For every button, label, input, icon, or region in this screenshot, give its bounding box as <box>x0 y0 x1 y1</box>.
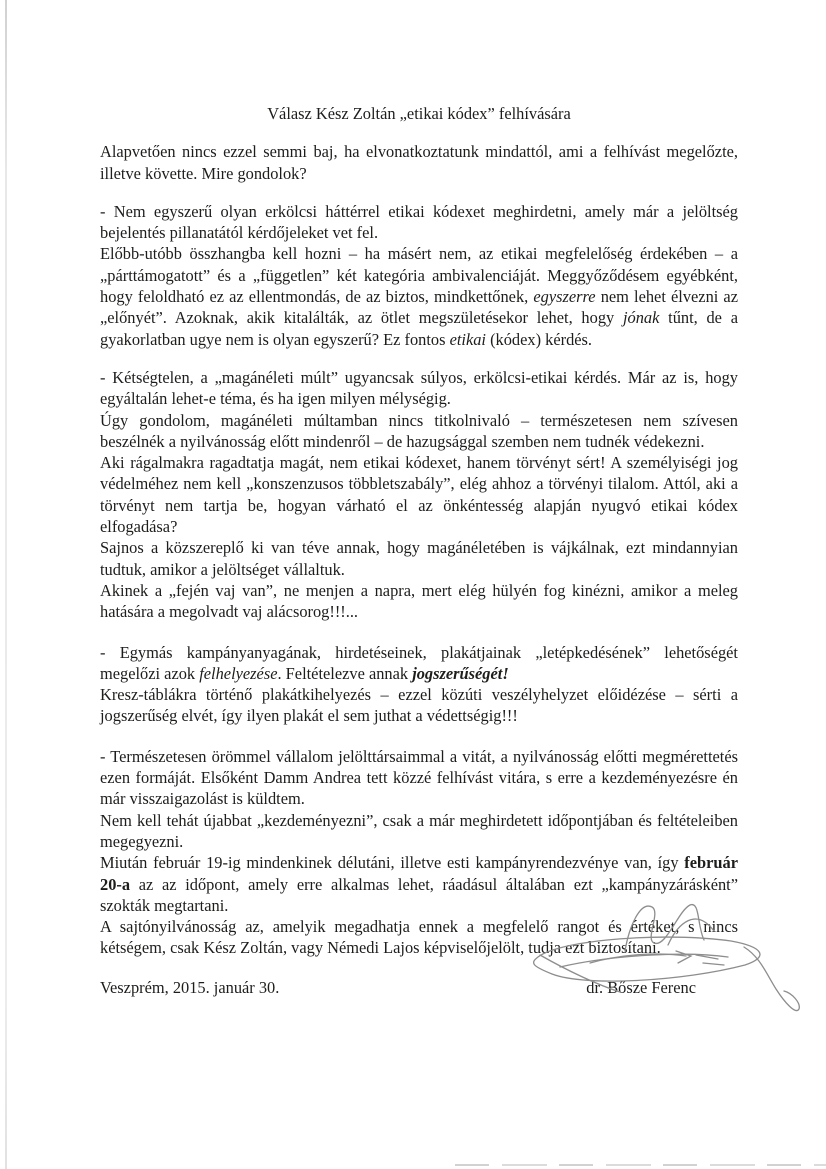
text-run: (kódex) kérdés. <box>485 329 593 349</box>
text-run: - Kétségtelen, a „magánéleti múlt” ugyancsak súlyos, erkölcsi-etikai kérdés. Már az is, hogy egyáltalán lehet-e téma, és ha igen milyen mélységig. <box>100 367 738 409</box>
text-run: Miután február 19-ig mindenkinek délutáni, illetve esti kampányrendezvénye van, így <box>100 853 685 873</box>
text-run: - Természetesen örömmel vállalom jelölttársaimmal a vitát, a nyilvánosság előtti megmérettetés ezen formáját. Elsőként Damm Andrea tett közzé felhívást vitára, s erre a kezdeményezésre én már visszaigazolást is küldtem. <box>100 746 738 809</box>
document-title: Válasz Kész Zoltán „etikai kódex” felhívására <box>267 104 571 123</box>
document-content <box>100 103 738 998</box>
text-run: Nem kell tehát újabbat „kezdeményezni”, csak a már meghirdetett időpontjában és feltételeiben megegyezni. <box>100 810 738 851</box>
text-run: A sajtónyilvánosság az, amelyik megadhatja ennek a megfelelő rangot és értéket, s nincs kétségem, csak Kész Zoltán, vagy Némedi Lajos képviselőjelölt, tudja ezt biztosítani. <box>100 917 738 958</box>
text-run: felhelyezése <box>199 663 278 683</box>
paragraph <box>100 916 738 959</box>
paragraph <box>100 367 738 410</box>
text-run: tűnt, de a gyakorlatban ugye nem is olyan egyszerű? Ez fontos <box>100 308 738 349</box>
paragraph <box>100 642 738 685</box>
paragraph <box>100 452 738 537</box>
paragraph <box>100 580 738 623</box>
text-run: - Nem egyszerű olyan erkölcsi háttérrel etikai kódexet meghirdetni, amely már a jelöltség bejelentés pillanatától kérdőjeleket vet fel. <box>100 201 738 243</box>
text-run: Aki rágalmakra ragadtatja magát, nem etikai kódexet, hanem törvényt sért! A személyiségi jog védelméhez nem kell „konszenzusos többletszabály”, elég ahhoz a törvényi tilalom. Attól, aki a törvényt nem tartja be, hogyan várható el az önkéntesség alapján nyugvó etikai kódex elfogadása? <box>100 453 738 537</box>
paragraph <box>100 810 738 853</box>
text-run: február 20-a <box>100 853 738 894</box>
text-run: Alapvetően nincs ezzel semmi baj, ha elvonatkoztatunk mindattól, ami a felhívást megelőzte, illetve követte. Mire gondolok? <box>100 142 738 183</box>
paragraph <box>100 141 738 184</box>
text-run: Előbb-utóbb összhangba kell hozni – ha másért nem, az etikai megfelelőség érdekében – a „párttámogatott” és a „független” két kategória ambivalenciáját. Meggyőződésem egyébként, hogy feloldható ez az ellentmondás, de az biztos, mindkettőnek, <box>100 244 738 307</box>
signer-name: dr. Bősze Ferenc <box>586 977 696 997</box>
paragraph <box>100 201 738 244</box>
text-run: nem lehet élvezni az „előnyét”. Azoknak, akik kitalálták, az ötlet megszületésekor lehet, hogy <box>100 287 738 328</box>
text-run: . Feltételezve annak <box>277 663 413 683</box>
text-run: jogszerűségét! <box>412 663 509 683</box>
paragraph <box>100 684 738 727</box>
text-run: - Egymás kampányanyagának, hirdetéseinek, plakátjainak „letépkedésének” lehetőségét megelőzi azok <box>100 642 738 683</box>
text-run: etikai <box>449 329 486 349</box>
document-body-blocks <box>100 141 738 958</box>
place-date: Veszprém, 2015. január 30. <box>100 977 280 997</box>
scan-artifact-left-edge <box>5 0 7 1169</box>
paragraph <box>100 852 738 916</box>
paragraph <box>100 537 738 580</box>
text-run: Kresz-táblákra történő plakátkihelyezés – ezzel közúti veszélyhelyzet előidézése – sérti a jogszerűség elvét, így ilyen plakát el sem juthat a védettségig!!! <box>100 685 738 726</box>
paragraph <box>100 410 738 453</box>
text-run: egyszerre <box>533 287 596 307</box>
text-run: az az időpont, amely erre alkalmas lehet, ráadásul általában ezt „kampányzárásként” szokták megtartani. <box>100 874 738 915</box>
signer-block <box>586 977 738 998</box>
document-footer <box>100 977 738 998</box>
text-run: jónak <box>622 308 660 328</box>
text-run: Úgy gondolom, magánéleti múltamban nincs titkolnivaló – természetesen nem szívesen beszélnék a nyilvánosság előtt mindenről – de hazugsággal szemben nem tudnék védekezni. <box>100 410 738 451</box>
text-run: Sajnos a közszereplő ki van téve annak, hogy magánéletében is vájkálnak, ezt mindannyian tudtuk, amikor a jelöltséget vállaltuk. <box>100 538 738 579</box>
paragraph <box>100 243 738 349</box>
paragraph <box>100 746 738 810</box>
text-run: Akinek a „fején vaj van”, ne menjen a napra, mert elég hülyén fog kinézni, amikor a meleg hatására a megolvadt vaj alácsorog!!!... <box>100 580 738 622</box>
scan-artifact-bottom-edge <box>455 1164 826 1166</box>
